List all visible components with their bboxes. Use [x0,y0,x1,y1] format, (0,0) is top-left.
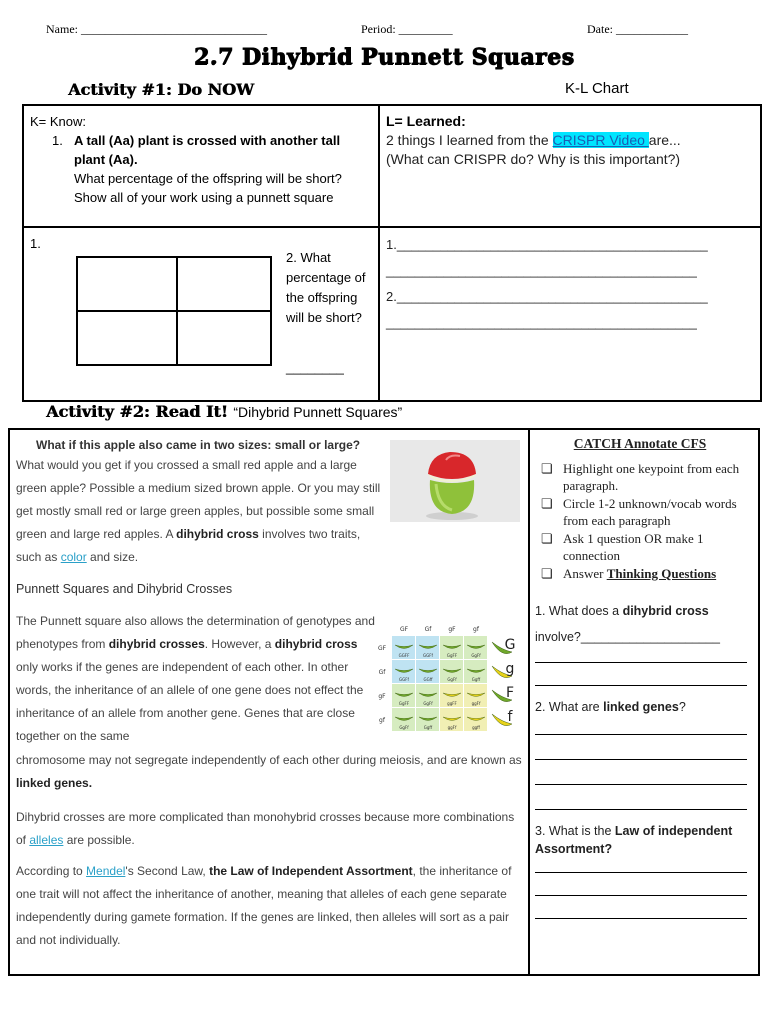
sidebar-heading: CATCH Annotate CFS [573,436,707,451]
cell-genotype: GgFF [446,653,458,658]
cell-genotype: GGff [423,677,433,682]
learned-cell [379,105,761,227]
allele-letter: F [505,685,515,701]
q1-answer-line[interactable]: involve?____________________ [535,630,720,644]
know-question-bold: A tall (Aa) plant is crossed with another tall plant (Aa). [74,133,341,167]
question-2-blank[interactable]: ________ [286,360,344,375]
cell-genotype: GgFf [447,677,457,682]
article-paragraph-4: According to Mendel's Second Law, the Law of Independent Assortment, the inheritance of one trait will not affect the inheritance of another, meaning that alleles of each gene separate independently during gamete formation. If the genes are linked, then alleles will sort as a pair and not individually. [16,864,512,947]
allele-letter: f [507,709,513,725]
learned-line-2b[interactable]: ___________________________________________ [386,315,697,330]
checklist-item[interactable]: ❏ Answer Thinking Questions [541,566,717,581]
column-divider [528,430,530,974]
row-label: GF [377,645,387,652]
cell-genotype: Ggff [471,677,481,682]
article-paragraph-2-cont: chromosome may not segregate independently of each other during meiosis, and are known as linked genes. [16,753,522,790]
article-paragraph-3: Dihybrid crosses are more complicated than monohybrid crosses because more combinations of alleles are possible. [16,810,515,847]
alleles-link[interactable]: alleles [29,833,64,847]
article-intro [16,436,386,569]
checklist-item[interactable]: ❏ Ask 1 question OR make 1 connection [541,531,704,563]
col-label: gF [448,626,456,633]
learned-line-1b[interactable]: ___________________________________________ [386,263,697,278]
cell-genotype: Ggff [423,725,433,730]
row-label: gf [379,717,385,724]
know-question-text: What percentage of the offspring will be short? Show all of your work using a punnett square [74,171,342,205]
learned-prompt-prefix: 2 things I learned from the [386,132,553,148]
row-label: gF [378,693,386,700]
know-heading: K= Know [30,114,83,129]
col-label: GF [399,626,409,633]
apple-image [390,440,520,522]
know-cell [23,105,379,227]
activity1-heading: Activity #1: Do NOW [68,80,254,99]
checklist-item[interactable]: ❏ Circle 1-2 unknown/vocab words from each paragraph [541,496,737,528]
kl-chart-table [22,104,762,402]
learned-answer-cell [379,227,761,401]
kl-chart-label: K-L Chart [565,80,629,97]
allele-letter: G [504,637,516,653]
article-paragraph-2: The Punnett square also allows the determination of genotypes and phenotypes from dihybrid crosses. However, a dihybrid cross only works if the genes are independent of each other. In other words, the inheritance of an allele of one gene does not effect the inheritance of an allele from another gene. Genes that are close together on the same [16,614,375,743]
cell-genotype: GGFf [399,677,409,682]
cell-genotype: GGFF [398,653,410,658]
cell-genotype: GgFF [398,701,410,706]
color-link[interactable]: color [60,550,87,564]
annotate-sidebar [535,436,757,919]
cell-genotype: ggFf [471,701,481,706]
col-label: gf [473,626,479,633]
thinking-question-2: 2. What are linked genes? [535,700,686,714]
apple-question-heading: What if this apple also came in two sizes: small or large? [36,438,361,452]
name-field: Name: _______________________________ [46,22,267,36]
row-label: Gf [378,669,386,676]
article-paragraph-1: What would you get if you crossed a small red apple and a large green apple? Possible a medium sized brown apple. Or you may still get mostly small red or large green apples, but possible some small green and large red apples. A dihybrid cross involves two traits, such as color and size. [16,458,381,564]
checkbox-icon[interactable]: ❏ [541,566,553,581]
cell-genotype: GgFf [471,653,481,658]
learned-prompt-suffix: are... [648,132,681,148]
subheading-dihybrid: Punnett Squares and Dihybrid Crosses [16,582,233,596]
punnett-square-blank[interactable] [76,256,272,366]
allele-letter: g [505,661,515,677]
know-number: 1. [52,133,63,148]
learned-line-1[interactable]: 1.___________________________________________ [386,237,708,252]
checkbox-icon[interactable]: ❏ [541,531,553,546]
thinking-question-1: 1. What does a dihybrid cross involve?____________________ [535,598,757,650]
reading-box [8,428,760,976]
checklist-item[interactable]: ❏ Highlight one keypoint from each paragraph. [541,461,740,493]
cell-genotype: ggFF [447,701,457,706]
learned-line-2[interactable]: 2.___________________________________________ [386,289,708,304]
cell-genotype: GgFf [423,701,433,706]
learned-subprompt: (What can CRISPR do? Why is this important?) [386,151,681,167]
question-2: 2. What percentage of the offspring will be short? [286,250,366,325]
cell-genotype: ggff [472,725,480,730]
crispr-video-link[interactable]: CRISPR Video [552,132,649,148]
checkbox-icon[interactable]: ❏ [541,496,553,511]
date-field: Date: ____________ [587,22,688,36]
period-field: Period: _________ [361,22,453,36]
mendel-link[interactable]: Mendel [86,864,126,878]
answer-number: 1. [30,236,41,251]
col-label: Gf [424,626,432,633]
activity2-subtitle: “Dihybrid Punnett Squares” [233,404,403,420]
know-answer-cell [23,227,379,401]
cell-genotype: GgFf [399,725,409,730]
cell-genotype: GGFf [423,653,433,658]
know-colon: : [82,114,87,129]
checkbox-icon[interactable]: ❏ [541,461,553,476]
pea-punnett-image [370,622,520,742]
cell-genotype: ggFf [447,725,457,730]
page-title: 2.7 Dihybrid Punnett Squares [193,44,575,70]
learned-heading: L= Learned: [386,113,466,129]
activity2-heading: Activity #2: Read It! “Dihybrid Punnett Squares” [46,402,403,421]
thinking-question-3: 3. What is the Law of independent Assortment? [535,824,733,856]
